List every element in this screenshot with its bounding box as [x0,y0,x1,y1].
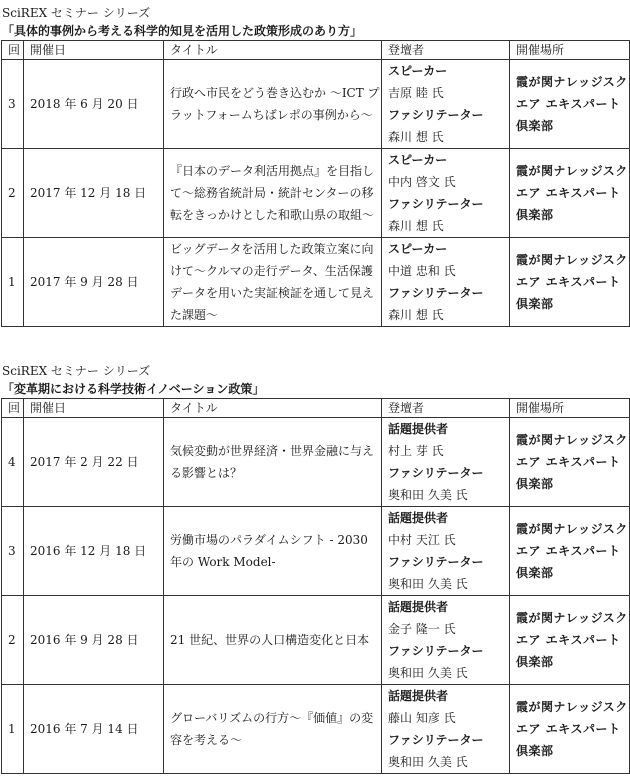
cell-venue [510,238,630,327]
venue-text: 霞が関ナレッジスクエア エキスパート倶楽部 [516,433,628,491]
speaker-role: 話題提供者 [388,511,449,525]
facilitator-role: ファシリテーター [388,466,484,480]
cell-no: 1 [2,685,24,774]
header-date: 開催日 [24,399,164,418]
venue-text: 霞が関ナレッジスクエア エキスパート倶楽部 [516,611,628,669]
cell-venue [510,60,630,149]
speaker-name: 中村 天江 氏 [388,533,456,547]
cell-speakers [382,60,510,149]
cell-venue [510,685,630,774]
series-subtitle: 「具体的事例から考える科学的知見を活用した政策形成のあり方」 [2,24,363,38]
speaker-name: 藤山 知彦 氏 [388,711,456,725]
cell-speakers [382,685,510,774]
venue-text: 霞が関ナレッジスクエア エキスパート倶楽部 [516,75,628,133]
cell-title: 労働市場のパラダイムシフト - 2030 年の Work Model- [164,507,382,596]
series-subtitle: 「変革期における科学技術イノベーション政策」 [2,382,265,396]
facilitator-role: ファシリテーター [388,286,484,300]
venue-text: 霞が関ナレッジスクエア エキスパート倶楽部 [516,522,628,580]
cell-venue [510,418,630,507]
header-title: タイトル [164,399,382,418]
header-venue: 開催場所 [510,41,630,60]
venue-text: 霞が関ナレッジスクエア エキスパート倶楽部 [516,253,628,311]
header-no: 回 [2,41,24,60]
series-label: SciREX セミナー シリーズ [2,364,151,378]
seminar-series-block-1 [0,4,630,327]
venue-text: 霞が関ナレッジスクエア エキスパート倶楽部 [516,700,628,758]
cell-title: グローバリズムの行方～『価値』の変容を考える～ [164,685,382,774]
speaker-name: 金子 隆一 氏 [388,622,456,636]
speaker-name: 中道 忠和 氏 [388,264,456,278]
table-row [2,60,630,149]
cell-venue [510,596,630,685]
facilitator-role: ファシリテーター [388,644,484,658]
cell-title: 『日本のデータ利活用拠点』を目指して～総務省統計局・統計センターの移転をきっかけとした和歌山県の取組～ [164,149,382,238]
facilitator-name: 奥和田 久美 氏 [388,488,468,502]
cell-no: 2 [2,596,24,685]
facilitator-name: 森川 想 氏 [388,308,444,322]
facilitator-name: 森川 想 氏 [388,130,444,144]
cell-date: 2016 年 12 月 18 日 [24,507,164,596]
header-speakers: 登壇者 [382,399,510,418]
cell-no: 4 [2,418,24,507]
seminar-table [1,398,630,774]
header-date: 開催日 [24,41,164,60]
cell-speakers [382,238,510,327]
cell-speakers [382,507,510,596]
facilitator-name: 奥和田 久美 氏 [388,577,468,591]
cell-date: 2017 年 12 月 18 日 [24,149,164,238]
table-row [2,418,630,507]
speaker-role: 話題提供者 [388,600,449,614]
speaker-role: スピーカー [388,242,448,256]
speaker-role: 話題提供者 [388,422,449,436]
speaker-role: 話題提供者 [388,689,449,703]
cell-speakers [382,149,510,238]
table-row [2,238,630,327]
seminar-table [1,40,630,327]
table-row [2,596,630,685]
table-row [2,149,630,238]
facilitator-name: 奥和田 久美 氏 [388,755,468,769]
series-label: SciREX セミナー シリーズ [2,6,151,20]
cell-date: 2017 年 2 月 22 日 [24,418,164,507]
facilitator-role: ファシリテーター [388,197,484,211]
cell-speakers [382,596,510,685]
cell-no: 1 [2,238,24,327]
cell-date: 2018 年 6 月 20 日 [24,60,164,149]
header-title: タイトル [164,41,382,60]
cell-date: 2016 年 9 月 28 日 [24,596,164,685]
facilitator-role: ファシリテーター [388,733,484,747]
table-header-row [2,41,630,60]
cell-no: 3 [2,507,24,596]
table-header-row [2,399,630,418]
table-row [2,507,630,596]
cell-venue [510,507,630,596]
speaker-name: 吉原 睦 氏 [388,86,444,100]
cell-title: 行政へ市民をどう巻き込むか ～ICT プラットフォームちばレポの事例から～ [164,60,382,149]
facilitator-role: ファシリテーター [388,108,484,122]
cell-title: 気候変動が世界経済・世界金融に与える影響とは？ [164,418,382,507]
facilitator-role: ファシリテーター [388,555,484,569]
speaker-name: 中内 啓文 氏 [388,175,456,189]
cell-no: 3 [2,60,24,149]
venue-text: 霞が関ナレッジスクエア エキスパート倶楽部 [516,164,628,222]
speaker-role: スピーカー [388,153,448,167]
cell-no: 2 [2,149,24,238]
speaker-name: 村上 芽 氏 [388,444,444,458]
cell-speakers [382,418,510,507]
speaker-role: スピーカー [388,64,448,78]
header-no: 回 [2,399,24,418]
facilitator-name: 奥和田 久美 氏 [388,666,468,680]
cell-venue [510,149,630,238]
table-row [2,685,630,774]
cell-date: 2016 年 7 月 14 日 [24,685,164,774]
facilitator-name: 森川 想 氏 [388,219,444,233]
cell-date: 2017 年 9 月 28 日 [24,238,164,327]
seminar-series-block-2 [0,362,630,774]
cell-title: 21 世紀、世界の人口構造変化と日本 [164,596,382,685]
header-speakers: 登壇者 [382,41,510,60]
header-venue: 開催場所 [510,399,630,418]
cell-title: ビッグデータを活用した政策立案に向けて～クルマの走行データ、生活保護データを用いた実証検証を通して見えた課題～ [164,238,382,327]
